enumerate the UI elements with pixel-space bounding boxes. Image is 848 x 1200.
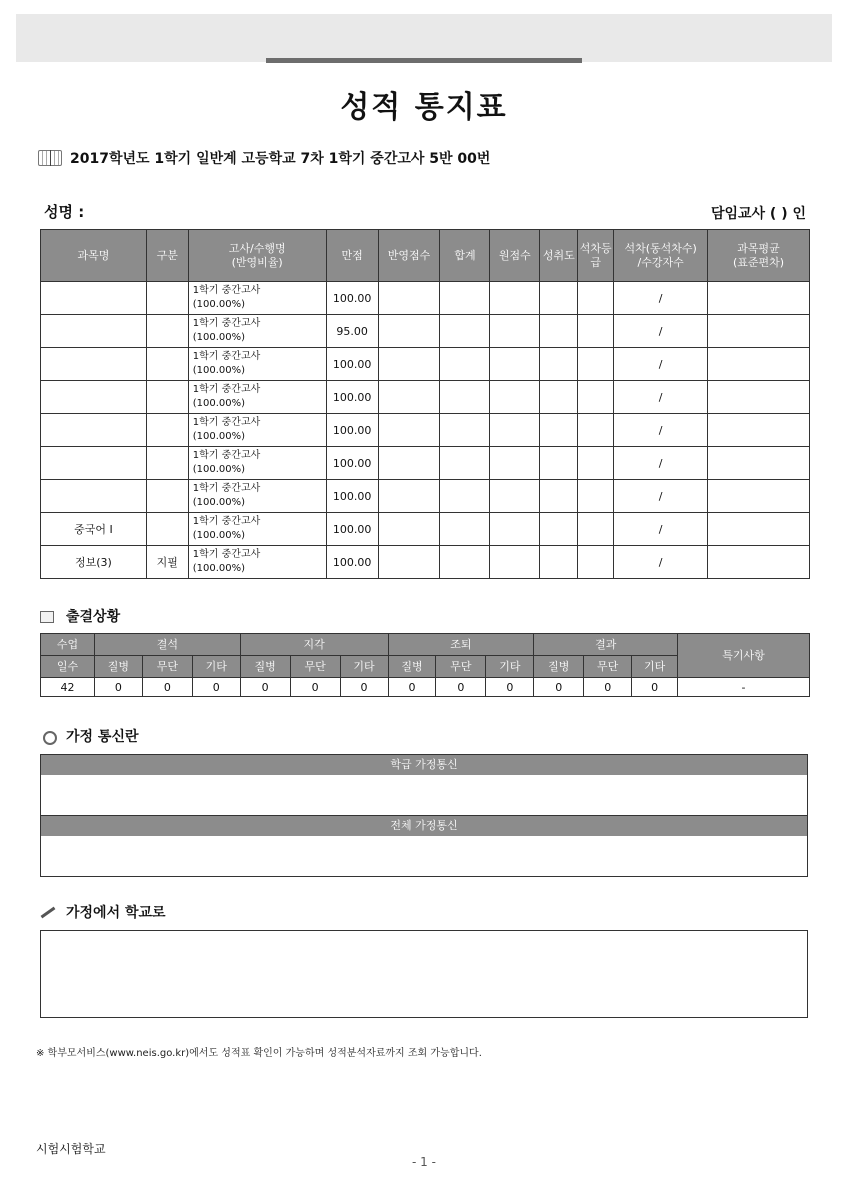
subject-cell: 중국어 I	[41, 513, 147, 546]
achievement-cell	[540, 447, 578, 480]
header-cell: 원점수	[490, 230, 540, 282]
weighted-score-cell	[378, 414, 440, 447]
class-communication-box	[40, 754, 808, 816]
weighted-score-cell	[378, 282, 440, 315]
max-score-cell: 100.00	[326, 348, 378, 381]
type-cell	[146, 513, 188, 546]
home-title: 가정에서 학교로	[66, 905, 166, 921]
max-score-cell: 95.00	[326, 315, 378, 348]
class-communication-head: 학급 가정통신	[41, 755, 807, 775]
exam-cell: 1학기 중간고사 (100.00%)	[188, 348, 326, 381]
grade-row	[41, 513, 810, 546]
attendance-value-cell: 0	[192, 678, 240, 697]
rank-cell: /	[614, 348, 708, 381]
book-icon	[38, 150, 62, 166]
exam-info-line	[38, 148, 490, 168]
attendance-sub-cell: 기타	[340, 656, 388, 678]
total-cell	[440, 480, 490, 513]
attendance-value-cell: 0	[436, 678, 486, 697]
grade-level-cell	[578, 447, 614, 480]
raw-score-cell	[490, 315, 540, 348]
attendance-group-row	[41, 634, 810, 656]
attendance-value-cell: 0	[240, 678, 290, 697]
homeroom-teacher-label: 담임교사 ( ) 인	[710, 206, 806, 222]
average-cell	[708, 381, 810, 414]
average-cell	[708, 315, 810, 348]
page-title: 성적 통지표	[340, 90, 508, 125]
raw-score-cell	[490, 348, 540, 381]
type-cell	[146, 381, 188, 414]
attendance-sub-cell: 무단	[436, 656, 486, 678]
subject-cell	[41, 447, 147, 480]
header-cell: 석차등급	[578, 230, 614, 282]
average-cell	[708, 513, 810, 546]
communication-section-header	[38, 726, 139, 746]
type-cell	[146, 480, 188, 513]
max-score-cell: 100.00	[326, 414, 378, 447]
grade-level-cell	[578, 513, 614, 546]
weighted-score-cell	[378, 480, 440, 513]
exam-cell: 1학기 중간고사 (100.00%)	[188, 546, 326, 579]
exam-cell: 1학기 중간고사 (100.00%)	[188, 315, 326, 348]
grade-level-cell	[578, 381, 614, 414]
attendance-title: 출결상황	[66, 609, 121, 625]
rank-cell: /	[614, 447, 708, 480]
type-cell	[146, 447, 188, 480]
header-cell: 반영점수	[378, 230, 440, 282]
header-cell: 구분	[146, 230, 188, 282]
home-section-header	[38, 902, 166, 922]
exam-cell: 1학기 중간고사 (100.00%)	[188, 480, 326, 513]
all-communication-head: 전체 가정통신	[41, 816, 807, 836]
attendance-value-cell: 0	[632, 678, 678, 697]
title-underline	[266, 58, 582, 63]
class-communication-body	[41, 775, 807, 815]
rank-cell: /	[614, 546, 708, 579]
attendance-sub-cell: 질병	[388, 656, 436, 678]
grade-level-cell	[578, 480, 614, 513]
grade-row	[41, 282, 810, 315]
attendance-value-cell: 0	[340, 678, 388, 697]
all-communication-box	[40, 815, 808, 877]
attendance-sub-cell: 기타	[192, 656, 240, 678]
raw-score-cell	[490, 381, 540, 414]
grade-level-cell	[578, 546, 614, 579]
max-score-cell: 100.00	[326, 447, 378, 480]
type-cell	[146, 348, 188, 381]
grade-row	[41, 414, 810, 447]
subject-cell: 정보(3)	[41, 546, 147, 579]
attendance-group-cell: 결과	[534, 634, 678, 656]
attendance-sub-cell: 일수	[41, 656, 95, 678]
raw-score-cell	[490, 513, 540, 546]
attendance-value-cell: 0	[94, 678, 142, 697]
subject-cell	[41, 480, 147, 513]
home-to-school-box	[40, 930, 808, 1018]
grade-level-cell	[578, 414, 614, 447]
weighted-score-cell	[378, 315, 440, 348]
attendance-value-cell: -	[678, 678, 810, 697]
footnote: ※ 학부모서비스(www.neis.go.kr)에서도 성적표 확인이 가능하며 성적분석자료까지 조회 가능합니다.	[36, 1048, 482, 1059]
attendance-value-row	[41, 678, 810, 697]
attendance-value-cell: 0	[142, 678, 192, 697]
pencil-icon	[38, 905, 58, 919]
weighted-score-cell	[378, 381, 440, 414]
exam-cell: 1학기 중간고사 (100.00%)	[188, 381, 326, 414]
total-cell	[440, 315, 490, 348]
attendance-section-header	[38, 606, 120, 626]
communication-title: 가정 통신란	[66, 729, 139, 745]
subject-cell	[41, 282, 147, 315]
grade-level-cell	[578, 315, 614, 348]
max-score-cell: 100.00	[326, 546, 378, 579]
grade-row	[41, 447, 810, 480]
attendance-sub-cell: 무단	[290, 656, 340, 678]
exam-cell: 1학기 중간고사 (100.00%)	[188, 513, 326, 546]
attendance-group-cell: 조퇴	[388, 634, 534, 656]
school-name: 시험시험학교	[36, 1142, 106, 1156]
achievement-cell	[540, 414, 578, 447]
type-cell	[146, 282, 188, 315]
attendance-sub-cell: 기타	[632, 656, 678, 678]
weighted-score-cell	[378, 447, 440, 480]
header-cell: 과목평균 (표준편차)	[708, 230, 810, 282]
header-cell: 과목명	[41, 230, 147, 282]
attendance-sub-cell: 질병	[534, 656, 584, 678]
total-cell	[440, 348, 490, 381]
rank-cell: /	[614, 513, 708, 546]
attendance-sub-cell: 무단	[142, 656, 192, 678]
attendance-sub-cell: 질병	[94, 656, 142, 678]
checkbox-icon	[38, 609, 58, 623]
sun-icon	[38, 729, 58, 743]
subject-cell	[41, 414, 147, 447]
achievement-cell	[540, 282, 578, 315]
exam-cell: 1학기 중간고사 (100.00%)	[188, 414, 326, 447]
attendance-sub-cell: 기타	[486, 656, 534, 678]
grade-row	[41, 546, 810, 579]
student-name-label: 성명 :	[44, 203, 85, 221]
grade-row	[41, 348, 810, 381]
average-cell	[708, 348, 810, 381]
weighted-score-cell	[378, 348, 440, 381]
max-score-cell: 100.00	[326, 381, 378, 414]
achievement-cell	[540, 348, 578, 381]
grade-row	[41, 315, 810, 348]
attendance-table	[40, 633, 810, 697]
max-score-cell: 100.00	[326, 513, 378, 546]
rank-cell: /	[614, 480, 708, 513]
header-cell: 고사/수행명 (반영비율)	[188, 230, 326, 282]
grade-row	[41, 480, 810, 513]
raw-score-cell	[490, 414, 540, 447]
attendance-sub-cell: 무단	[584, 656, 632, 678]
total-cell	[440, 513, 490, 546]
attendance-value-cell: 0	[584, 678, 632, 697]
rank-cell: /	[614, 381, 708, 414]
attendance-value-cell: 42	[41, 678, 95, 697]
rank-cell: /	[614, 315, 708, 348]
subject-cell	[41, 315, 147, 348]
average-cell	[708, 546, 810, 579]
average-cell	[708, 282, 810, 315]
achievement-cell	[540, 546, 578, 579]
type-cell	[146, 315, 188, 348]
subject-cell	[41, 348, 147, 381]
raw-score-cell	[490, 480, 540, 513]
page-number: - 1 -	[412, 1155, 436, 1169]
weighted-score-cell	[378, 513, 440, 546]
grade-row	[41, 381, 810, 414]
average-cell	[708, 414, 810, 447]
raw-score-cell	[490, 282, 540, 315]
exam-cell: 1학기 중간고사 (100.00%)	[188, 447, 326, 480]
type-cell	[146, 414, 188, 447]
header-band	[16, 14, 832, 62]
attendance-sub-cell: 질병	[240, 656, 290, 678]
header-cell: 성취도	[540, 230, 578, 282]
average-cell	[708, 480, 810, 513]
weighted-score-cell	[378, 546, 440, 579]
total-cell	[440, 546, 490, 579]
raw-score-cell	[490, 546, 540, 579]
attendance-group-cell: 수업	[41, 634, 95, 656]
attendance-group-cell: 지각	[240, 634, 388, 656]
grade-level-cell	[578, 348, 614, 381]
grades-table	[40, 229, 810, 579]
achievement-cell	[540, 480, 578, 513]
rank-cell: /	[614, 282, 708, 315]
exam-cell: 1학기 중간고사 (100.00%)	[188, 282, 326, 315]
max-score-cell: 100.00	[326, 480, 378, 513]
achievement-cell	[540, 381, 578, 414]
rank-cell: /	[614, 414, 708, 447]
header-cell: 합계	[440, 230, 490, 282]
attendance-value-cell: 0	[534, 678, 584, 697]
attendance-value-cell: 0	[388, 678, 436, 697]
attendance-group-cell: 결석	[94, 634, 240, 656]
total-cell	[440, 414, 490, 447]
grade-level-cell	[578, 282, 614, 315]
total-cell	[440, 381, 490, 414]
type-cell: 지필	[146, 546, 188, 579]
total-cell	[440, 447, 490, 480]
max-score-cell: 100.00	[326, 282, 378, 315]
all-communication-body	[41, 836, 807, 876]
header-cell: 석차(동석차수) /수강자수	[614, 230, 708, 282]
total-cell	[440, 282, 490, 315]
subject-cell	[41, 381, 147, 414]
attendance-value-cell: 0	[290, 678, 340, 697]
header-cell: 만점	[326, 230, 378, 282]
attendance-group-cell: 특기사항	[678, 634, 810, 678]
achievement-cell	[540, 513, 578, 546]
attendance-value-cell: 0	[486, 678, 534, 697]
achievement-cell	[540, 315, 578, 348]
exam-info-text: 2017학년도 1학기 일반계 고등학교 7차 1학기 중간고사 5반 00번	[70, 151, 491, 167]
raw-score-cell	[490, 447, 540, 480]
average-cell	[708, 447, 810, 480]
grades-header-row	[41, 230, 810, 282]
